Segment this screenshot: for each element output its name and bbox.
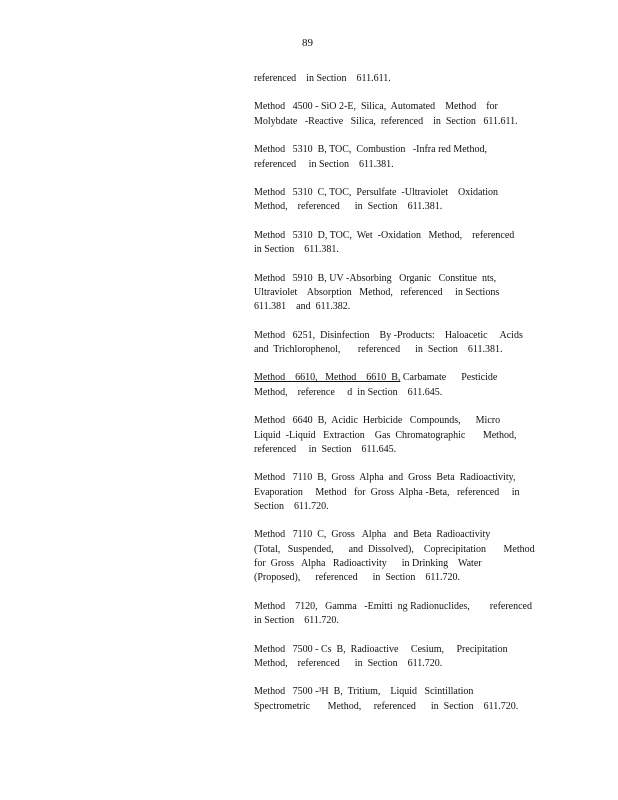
text-line: Method 7120, Gamma -Emitti ng Radionuclides, referenced (254, 600, 532, 612)
text-line: referenced in Section 611.611. (254, 73, 391, 84)
text-line: in Section 611.720. (254, 615, 339, 627)
text-line: and Trichlorophenol, referenced in Section 611.381. (254, 343, 503, 355)
text-line: Method 6610, Method 6610 B, Carbamate Pesticide (254, 372, 498, 384)
text-line: Method 7110 C, Gross Alpha and Beta Radioactivity (254, 529, 491, 541)
method-entry (254, 600, 544, 629)
method-entry (254, 371, 544, 400)
text-line: Method 7500 - Cs B, Radioactive Cesium, Precipitation (254, 643, 508, 655)
method-entry (254, 643, 544, 672)
text-line: Method 5310 C, TOC, Persulfate -Ultraviolet Oxidation (254, 187, 499, 199)
text-line: Method 7500 -³H B, Tritium, Liquid Scintillation (254, 686, 474, 698)
text-line: Evaporation Method for Gross Alpha -Beta, referenced in (254, 486, 520, 498)
method-entry (254, 100, 544, 129)
text-line: Method, referenced in Section 611.720. (254, 657, 443, 669)
text-line: (Proposed), referenced in Section 611.720. (254, 572, 460, 584)
text-line: Method 5910 B, UV -Absorbing Organic Constitue nts, (254, 272, 497, 284)
method-entry (254, 528, 544, 585)
page-number: 89 (302, 37, 313, 49)
text-line: Method 5310 D, TOC, Wet -Oxidation Method, referenced (254, 229, 515, 241)
text-line: Method 6640 B, Acidic Herbicide Compounds, Micro (254, 415, 501, 427)
method-entry (254, 72, 544, 86)
text-line: Method 6251, Disinfection By -Products: Haloacetic Acids (254, 329, 523, 341)
text-line: Method 5310 B, TOC, Combustion -Infra red Method, (254, 144, 487, 156)
method-entry (254, 272, 544, 315)
method-entry (254, 414, 544, 457)
method-entry (254, 229, 544, 258)
text-line: in Section 611.381. (254, 244, 339, 256)
method-entry (254, 685, 544, 714)
method-reference-list (254, 72, 544, 728)
text-line: Spectrometric Method, referenced in Section 611.720. (254, 700, 519, 712)
text-line: Liquid -Liquid Extraction Gas Chromatographic Method, (254, 429, 517, 441)
text-line: Method, referenced in Section 611.381. (254, 201, 443, 213)
text-line: 611.381 and 611.382. (254, 301, 351, 313)
text-line: Method 7110 B, Gross Alpha and Gross Beta Radioactivity, (254, 472, 516, 484)
method-entry (254, 143, 544, 172)
text-line: Ultraviolet Absorption Method, referenced in Sections (254, 286, 500, 298)
method-entry (254, 471, 544, 514)
text-line: Method, reference d in Section 611.645. (254, 386, 443, 398)
text-line: (Total, Suspended, and Dissolved), Coprecipitation Method (254, 543, 535, 555)
underlined-text: Method 6610, Method 6610 B, (254, 372, 401, 384)
text-line: referenced in Section 611.645. (254, 443, 397, 455)
text-line: for Gross Alpha Radioactivity in Drinking Water (254, 558, 482, 569)
method-entry (254, 186, 544, 215)
method-entry (254, 329, 544, 358)
text-line: Section 611.720. (254, 500, 329, 512)
text-line: Molybdate -Reactive Silica, referenced in Section 611.611. (254, 115, 518, 127)
text-line: Method 4500 - SiO 2-E, Silica, Automated Method for (254, 101, 498, 113)
text-line: referenced in Section 611.381. (254, 158, 394, 170)
